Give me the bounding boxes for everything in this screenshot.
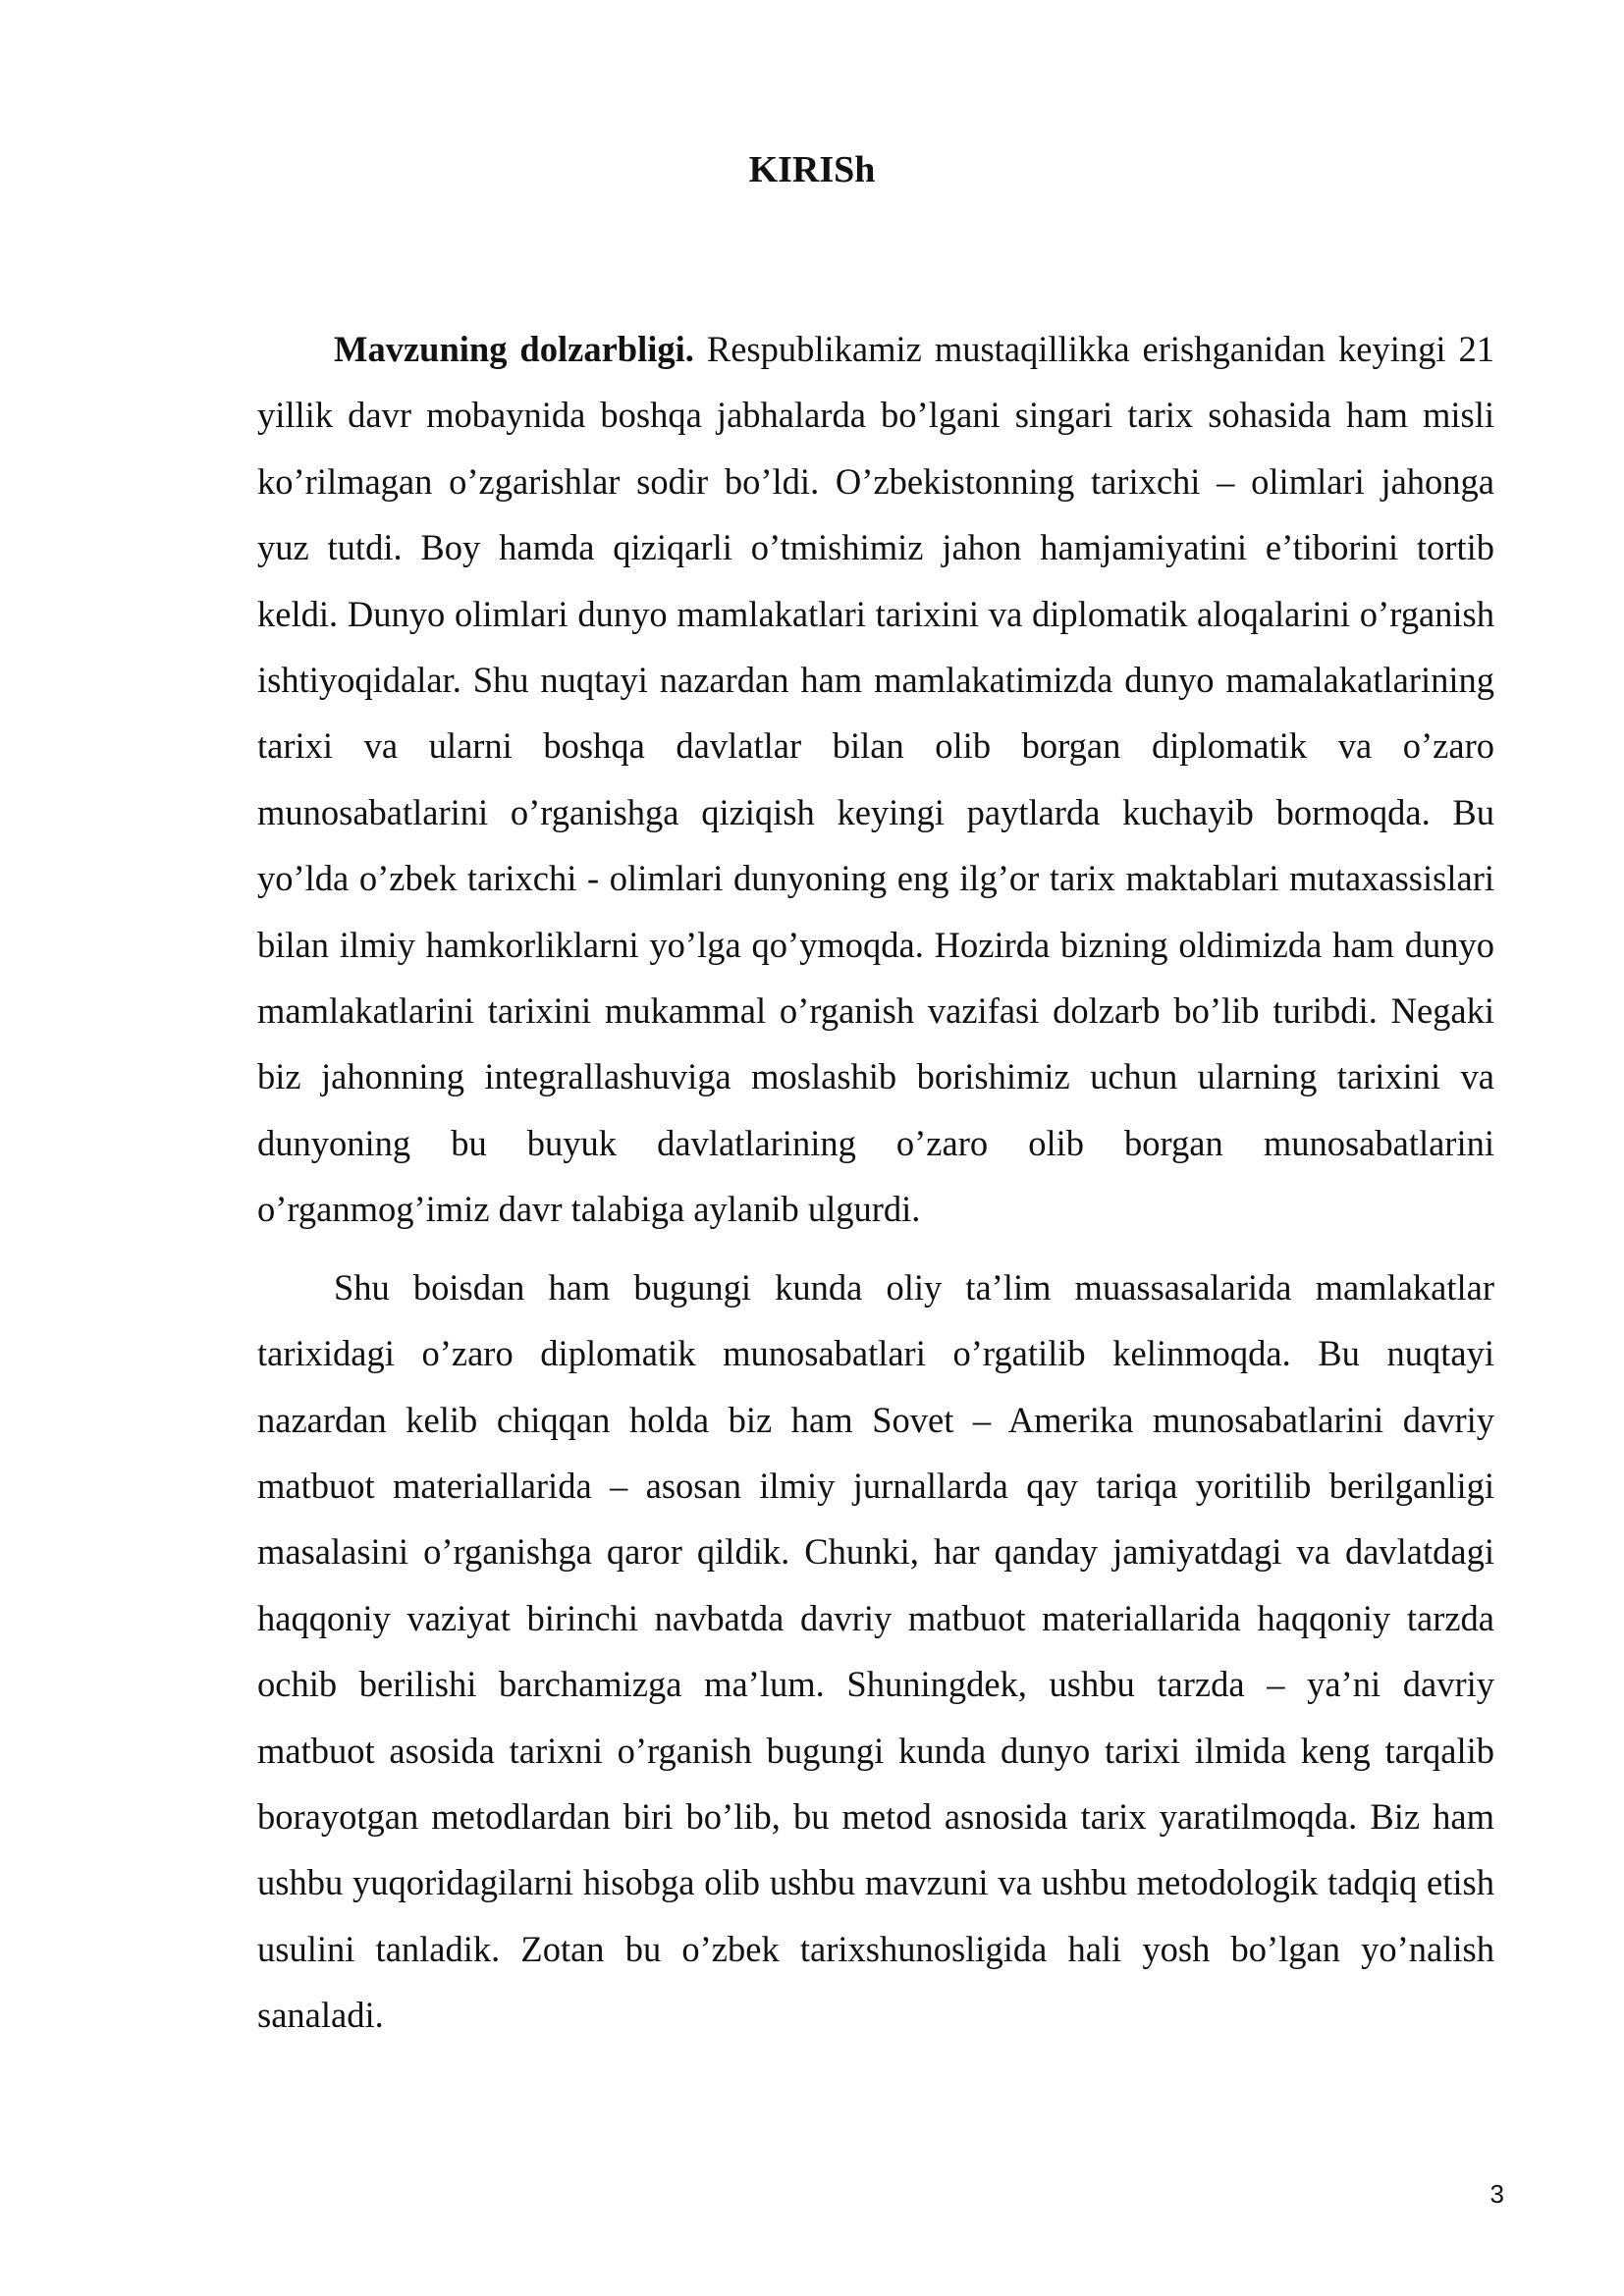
page-title: KIRISh [748, 149, 876, 190]
paragraph-relevance [257, 316, 1494, 1243]
page-number: 3 [1489, 2179, 1504, 2209]
paragraph-lead-heading: Mavzuning dolzarbligi. [334, 329, 694, 369]
paragraph-text: Shu boisdan ham bugungi kunda oliy ta’lim muassasalarida mamlakatlar tarixidagi o’zaro diplomatik munosabatlari o’rgatilib kelinmoqda. Bu nuqtayi nazardan kelib chiqqan holda biz ham Sovet – Amerika munosabatlarini davriy matbuot materiallarida – asosan ilmiy jurnallarda qay tariqa yoritilib berilganligi masalasini o’rganishga qaror qildik. Chunki, har qanday jamiyatdagi va davlatdagi haqqoniy vaziyat birinchi navbatda davriy matbuot materiallarida haqqoniy tarzda ochib berilishi barchamizga ma’lum. Shuningdek, ushbu tarzda – ya’ni davriy matbuot asosida tarixni o’rganish bugungi kunda dunyo tarixi ilmida keng tarqalib borayotgan metodlardan biri bo’lib, bu metod asnosida tarix yaratilmoqda. Biz ham ushbu yuqoridagilarni hisobga olib ushbu mavzuni va ushbu metodologik tadqiq etish usulini tanladik. Zotan bu o’zbek tarixshunosligida hali yosh bo’lgan yo’nalish sanaladi. [257, 1266, 1494, 2036]
paragraph-method [257, 1255, 1494, 2049]
paragraph-text: Respublikamiz mustaqillikka erishganidan keyingi 21 yillik davr mobaynida boshqa jabhalarda bo’lgani singari tarix sohasida ham misli ko’rilmagan o’zgarishlar sodir bo’ldi. O’zbekistonning tarixchi – olimlari jahonga yuz tutdi. Boy hamda qiziqarli o’tmishimiz jahon hamjamiyatini e’tiborini tortib keldi. Dunyo olimlari dunyo mamlakatlari tarixini va diplomatik aloqalarini o’rganish ishtiyoqidalar. Shu nuqtayi nazardan ham mamlakatimizda dunyo mamalakatlarining tarixi va ularni boshqa davlatlar bilan olib borgan diplomatik va o’zaro munosabatlarini o’rganishga qiziqish keyingi paytlarda kuchayib bormoqda. Bu yo’lda o’zbek tarixchi - olimlari dunyoning eng ilg’or tarix maktablari mutaxassislari bilan ilmiy hamkorliklarni yo’lga qo’ymoqda. Hozirda bizning oldimizda ham dunyo mamlakatlarini tarixini mukammal o’rganish vazifasi dolzarb bo’lib turibdi. Negaki biz jahonning integrallashuviga moslashib borishimiz uchun ularning tarixini va dunyoning bu buyuk davlatlarining o’zaro olib borgan munosabatlarini o’rganmog’imiz davr talabiga aylanib ulgurdi. [257, 329, 1494, 1230]
document-body [257, 316, 1494, 2060]
